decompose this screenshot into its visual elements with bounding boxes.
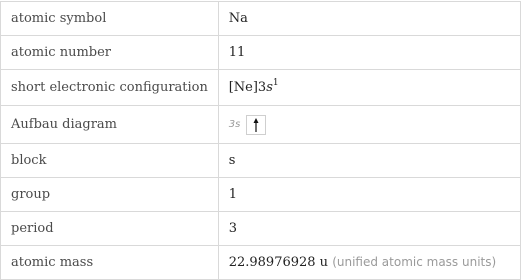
property-label: block: [1, 144, 219, 178]
property-label: Aufbau diagram: [1, 106, 219, 144]
property-value: 1: [218, 178, 520, 212]
property-value: s: [218, 144, 520, 178]
property-label: period: [1, 212, 219, 246]
table-row: [1, 212, 521, 246]
unit-note: (unified atomic mass units): [332, 255, 497, 269]
electron-configuration-value: [218, 70, 520, 106]
configuration-superscript: 1: [272, 77, 279, 88]
orbital-box: [246, 115, 266, 135]
table-row: [1, 2, 521, 36]
property-label: atomic number: [1, 36, 219, 70]
properties-table: [0, 1, 521, 280]
table-row: [1, 106, 521, 144]
configuration-core: [Ne]3: [228, 80, 267, 95]
property-label: atomic symbol: [1, 2, 219, 36]
table-row: [1, 178, 521, 212]
property-value: 11: [218, 36, 520, 70]
property-value: Na: [218, 2, 520, 36]
configuration-orbital: s: [266, 80, 273, 95]
table-row: [1, 36, 521, 70]
table-row: [1, 144, 521, 178]
aufbau-diagram: [218, 106, 520, 144]
property-value: 3: [218, 212, 520, 246]
atomic-mass-value: [218, 246, 520, 280]
atomic-mass-number: 22.98976928 u: [228, 255, 329, 270]
property-label: atomic mass: [1, 246, 219, 280]
spin-up-arrow-icon: [251, 118, 261, 133]
property-label: short electronic configuration: [1, 70, 219, 106]
orbital-label: 3s: [228, 119, 241, 130]
property-label: group: [1, 178, 219, 212]
table-row: [1, 246, 521, 280]
table-row: [1, 70, 521, 106]
